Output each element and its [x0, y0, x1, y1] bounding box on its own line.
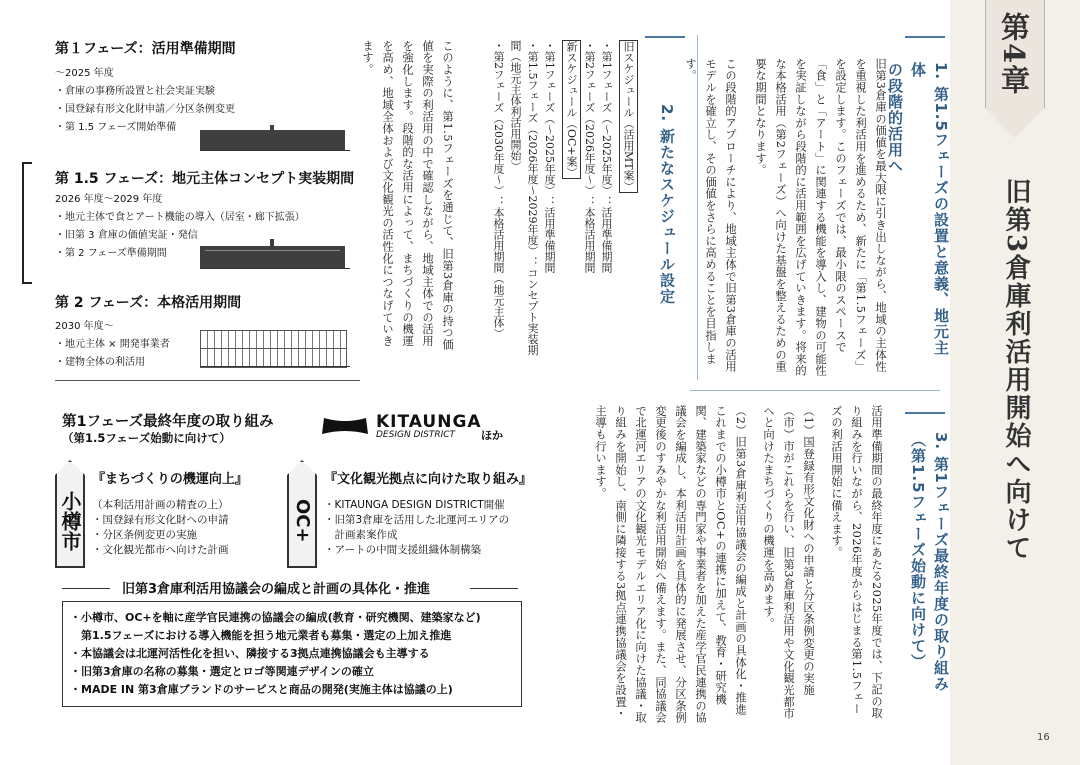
- section3-intro: 活用準備期間の最終年度にあたる2025年度では、下記の取り組みを行いながら、2026年度からはじまる第1.5フェーズの利活用開始に備えます。: [830, 405, 883, 719]
- section3-item: （2）旧第3倉庫利活用協議会の編成と計画の具体化・推進これまでの小樽市とOC+の連携に加えて、教育・研究機関、建築家などの専門家や事業者を加えた産学官民連携の協議会を編成し、本利活用計画を具体的に発展させ、分区条例変更後のすみやかな利活用開始へ備えます。また、同協議会で北運河エリアの文化観光モデルエリア化に向けた協議・取り組みを開始し、南側に隣接する3拠点連携協議会を設置・主導も行います。: [594, 405, 747, 724]
- otaru-item: ・文化観光都市へ向けた計画: [92, 544, 229, 556]
- section1-heading: 1. 第1.5フェーズの設置と意義、地元主体 の段階的活用へ: [886, 62, 950, 356]
- warehouse-drawing-2: [200, 236, 350, 272]
- section2-heading: 2. 新たなスケジュール設定: [658, 104, 676, 305]
- phase2-item: ・建物全体の利活用: [55, 357, 145, 368]
- schedule-item: ・第1フェーズ（〜2025年度）：活用準備期間: [543, 40, 556, 273]
- council-line: ・MADE IN 第3倉庫ブランドのサービスと商品の開発(実施主体は協議の上): [70, 683, 453, 696]
- section1-paragraph: この段階的アプローチにより、地域主体で旧第3倉庫の活用モデルを確立し、その価値をさらに高めることを目指します。: [684, 58, 737, 373]
- section2-divider: [697, 35, 698, 380]
- logo-suffix: ほか: [481, 429, 503, 442]
- warehouse-drawing-3: [200, 320, 350, 370]
- phase1-period: 〜2025 年度: [55, 68, 114, 79]
- section3-item: （1）国登録有形文化財への申請と分区条例変更の実施（市）市がこれらを行い、旧第3倉庫利活用や文化観光都市へと向けたまちづくりの機運を高めます。: [762, 405, 815, 720]
- council-heading: 旧第3倉庫利活用協議会の編成と計画の具体化・推進: [122, 582, 431, 597]
- council-rule-right: [470, 588, 518, 589]
- chapter-label: 第4章: [997, 12, 1031, 97]
- otaru-tag-label: 小樽市: [58, 491, 82, 551]
- otaru-item: （本利活用計画の精査の上）: [92, 499, 229, 511]
- otaru-item: ・国登録有形文化財への申請: [92, 514, 229, 526]
- council-line: ・本協議会は北運河活性化を担い、隣接する3拠点連携協議会も主導する: [70, 647, 430, 660]
- phase15-item: ・第 2 フェーズ準備期間: [55, 248, 167, 259]
- lower-divider: [55, 380, 360, 381]
- section3-body: [566, 405, 886, 725]
- oc-plus-item: ・KITAUNGA DESIGN DISTRICT開催: [324, 499, 505, 511]
- phase2-title: 第 2 フェーズ：本格活用期間: [55, 295, 242, 311]
- phase2-item: ・地元主体 × 開発事業者: [55, 339, 170, 350]
- phase15-title: 第 1.5 フェーズ：地元主体コンセプト実装期間: [55, 171, 355, 187]
- oc-plus-title: 『文化観光拠点に向けた取り組み』: [324, 472, 533, 487]
- section1-rule: [905, 36, 945, 38]
- section3-rule: [905, 412, 945, 414]
- oc-plus-item: ・アートの中間支援組織体制構築: [324, 544, 482, 556]
- section1-paragraph: 旧第3倉庫の価値を最大限に引き出しながら、地域の主体性を重視した利活用を進めるため、新たに「第1.5フェーズ」を設定します。このフェーズでは、最小限のスペースで「食」と「アート」に関連する機能を導入し、建物の可能性を実証しながら段階的に活用範囲を広げていきます。将来的な本格活用（第2フェーズ）へ向けた基盤を整えるための重要な期間となります。: [754, 58, 887, 377]
- schedule-item: ・第1.5フェーズ（2026年度〜2029年度）：コンセプト実装期間（地元主体利活用開始）: [509, 40, 539, 356]
- phase15-item: ・地元主体で食とアート機能の導入（居室・廊下拡張）: [55, 212, 305, 223]
- schedule-item: ・第2フェーズ（2030年度〜）：本格活用期間（地元主体）: [492, 40, 505, 339]
- final-year-heading: 第1フェーズ最終年度の取り組み: [62, 414, 274, 430]
- section1-body: [684, 58, 890, 378]
- oc-plus-item: ・旧第3倉庫を活用した北運河エリアの: [324, 514, 510, 526]
- phase1-title: 第１フェーズ：活用準備期間: [55, 41, 236, 57]
- logo-sub-text: DESIGN DISTRICT: [376, 430, 456, 440]
- new-schedule-label: 新スケジュール（OC+案）: [562, 40, 581, 179]
- section2-rule: [645, 36, 685, 38]
- section3-heading: 3. 第1フェーズ最終年度の取り組み （第1.5フェーズ始動に向けて）: [909, 432, 950, 692]
- logo-main-text: KITAUNGA: [376, 412, 482, 432]
- phase15-period: 2026 年度〜2029 年度: [55, 194, 163, 205]
- section-divider: [690, 390, 940, 391]
- phase1-item: ・第 1.5 フェーズ開始準備: [55, 122, 177, 133]
- schedule-list: [468, 40, 638, 358]
- oc-plus-item: 計画素案作成: [324, 529, 398, 541]
- phase15-item: ・旧第 3 倉庫の価値実証・発信: [55, 230, 198, 241]
- warehouse-drawing-1: [200, 122, 350, 152]
- phase1-item: ・国登録有形文化財申請／分区条例変更: [55, 104, 235, 115]
- oc-plus-tag-label: OC+: [292, 499, 313, 543]
- page-number: 16: [1037, 732, 1050, 743]
- otaru-item: ・分区条例変更の実施: [92, 529, 197, 541]
- chapter-title: 旧第3倉庫利活用開始へ向けて: [1001, 178, 1031, 563]
- phase15-bracket: [22, 162, 32, 284]
- otaru-title: 『まちづくりの機運向上』: [92, 472, 248, 487]
- schedule-item: ・第2フェーズ（2026年度〜）：本格活用期間: [583, 40, 596, 273]
- phase2-period: 2030 年度〜: [55, 321, 114, 332]
- council-line: 第1.5フェーズにおける導入機能を担う地元業者も募集・選定の上加え推進: [70, 629, 452, 642]
- council-line: ・旧第3倉庫の名称の募集・選定とロゴ等関連デザインの確立: [70, 665, 374, 678]
- final-year-sub: （第1.5フェーズ始動に向けて）: [62, 431, 231, 445]
- old-schedule-label: 旧スケジュール（活用MT案）: [619, 40, 638, 193]
- council-line: ・小樽市、OC+を軸に産学官民連携の協議会の編成(教育・研究機関、建築家など): [70, 611, 481, 624]
- schedule-item: ・第1フェーズ（〜2025年度）：活用準備期間: [600, 40, 613, 273]
- kitaunga-logo-mark: [320, 414, 370, 438]
- schedule-summary: このように、第1.5フェーズを通じて、旧第3倉庫の持つ価値を実際の利活用の中で確認しながら、地域主体での活用を強化します。段階的な活用によって、まちづくりの機運を高め、地域全体および文化観光の活性化につなげていきます。: [361, 40, 454, 351]
- council-rule-left: [62, 588, 110, 589]
- phase1-item: ・倉庫の事務所設置と社会実証実験: [55, 86, 215, 97]
